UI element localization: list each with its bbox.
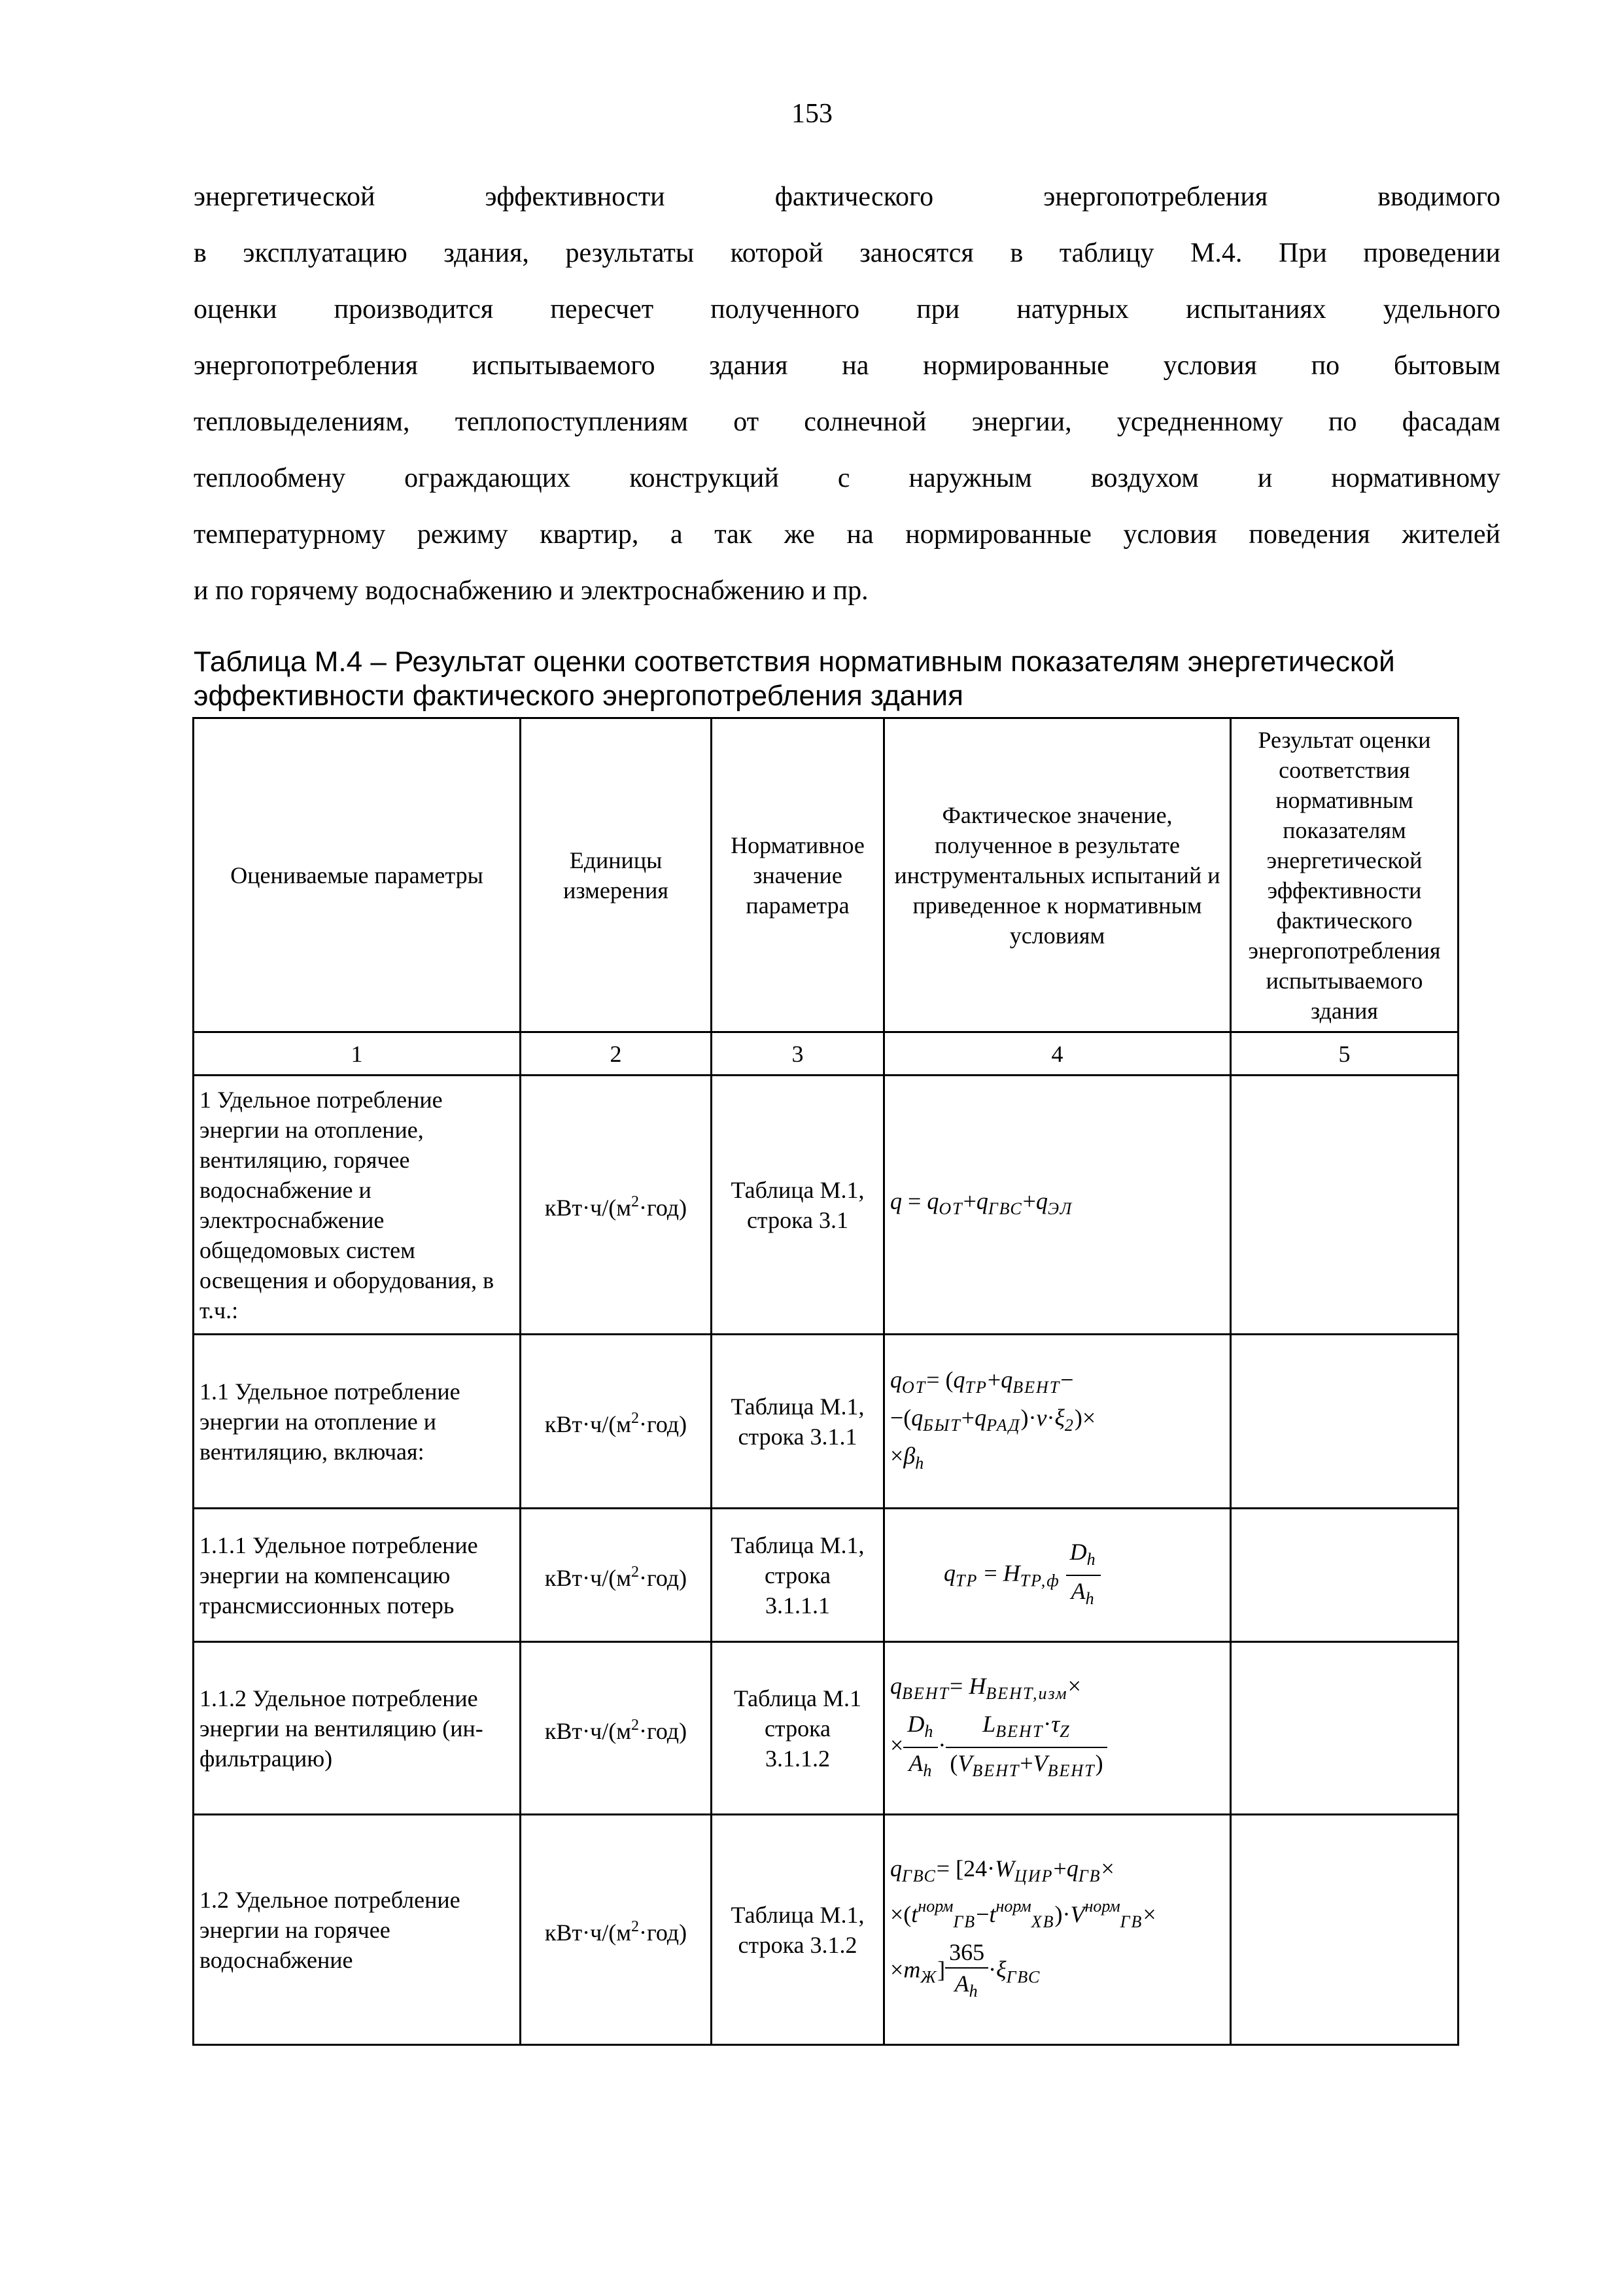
table-row [194, 1335, 1459, 1509]
unit-cell: $кВт\cdot ч/(м^2\cdot год)$ [521, 1642, 712, 1815]
paragraph-line: температурному режиму квартир, а так же на нормированные условия поведения жителей [194, 519, 1500, 550]
paragraph-line: энергетической эффективности фактического энергопотребления вводимого [194, 182, 1500, 212]
header-result: Результат оценки соответствия нормативным показателям энергетической эффективности фактического энергопотребления испытываемого здания [1231, 718, 1459, 1032]
result-cell [1231, 1076, 1459, 1335]
result-cell [1231, 1335, 1459, 1509]
table-row [194, 1076, 1459, 1335]
unit-cell: $кВт\cdot ч/(м^2\cdot год)$ [521, 1335, 712, 1509]
paragraph-line: энергопотребления испытываемого здания на нормированные условия по бытовым [194, 351, 1500, 381]
page-number: 153 [791, 99, 833, 129]
parameter-cell: 1 Удельное потребление энергии на отопление, вентиляцию, горячее водоснабжение и электроснабжение общедомовых систем освещения и оборудования, в т.ч.: [194, 1076, 521, 1335]
formula-cell: $q_{ГВС}= [24\cdot W_{ЦИР}+q_{ГВ}\times$ $\times(t^{норм}_{ГВ}-t^{норм}_{ХВ})\cdot V^{норм}_{ГВ}\times$ $\times m_Ж$] $\frac{365}{A_h}$ $\cdot\xi_{ГВС}$ [884, 1815, 1231, 2045]
header-actual-value: Фактическое значение, полученное в результате инструментальных испытаний и приведенное к нормативным условиям [884, 718, 1231, 1032]
column-number: 1 [194, 1032, 521, 1076]
paragraph-line: теплообмену ограждающих конструкций с наружным воздухом и нормативному [194, 463, 1500, 493]
header-parameters: Оцениваемые параметры [194, 718, 521, 1032]
column-number: 3 [712, 1032, 884, 1076]
table-row [194, 1642, 1459, 1815]
column-number: 2 [521, 1032, 712, 1076]
table-header-row [194, 718, 1459, 1032]
paragraph-line: тепловыделениям, теплопоступлениям от солнечной энергии, усредненному по фасадам [194, 407, 1500, 437]
column-number: 4 [884, 1032, 1231, 1076]
norm-cell: Таблица М.1 строка 3.1.1.2 [712, 1642, 884, 1815]
unit-cell: $кВт\cdot ч/(м^2\cdot год)$ [521, 1509, 712, 1642]
formula-cell: $q_{ОТ}= (q_{ТР}+q_{ВЕНТ}-$ $-(q_{БЫТ}+q_{РАД})\cdot\nu\cdot\xi_2)\times$ $\times\beta_h$ [884, 1335, 1231, 1509]
table-caption-line: Таблица М.4 – Результат оценки соответствия нормативным показателям энергетической [194, 646, 1395, 678]
parameter-cell: 1.1.1 Удельное потребление энергии на компенсацию трансмиссионных потерь [194, 1509, 521, 1642]
formula-cell: $q_{ВЕНТ}= H_{ВЕНТ,изм}\times$ × $\frac{D_h}{A_h}$ · $\frac{L_{ВЕНТ}\cdot\tau_Z}{(V_{ВЕНТ}+V_{ВЕНТ})}$ [884, 1642, 1231, 1815]
result-cell [1231, 1509, 1459, 1642]
table-caption-line: эффективности фактического энергопотребления здания [194, 680, 963, 712]
norm-cell: Таблица М.1, строка 3.1.1 [712, 1335, 884, 1509]
formula-cell: $q_{ТР} = H_{ТР,ф}$ $\frac{D_h}{A_h}$ [884, 1509, 1231, 1642]
header-units: Единицы измерения [521, 718, 712, 1032]
column-number-row [194, 1032, 1459, 1076]
parameter-cell: 1.1.2 Удельное потребление энергии на вентиляцию (ин-фильтрацию) [194, 1642, 521, 1815]
unit-cell: $кВт\cdot ч/(м^2\cdot год)$ [521, 1815, 712, 2045]
table-row [194, 1509, 1459, 1642]
paragraph-line: оценки производится пересчет полученного при натурных испытаниях удельного [194, 294, 1500, 324]
formula-cell: $q = q_{ОТ}+q_{ГВС}+q_{ЭЛ}$ [884, 1076, 1231, 1335]
body-paragraph [194, 169, 1500, 619]
paragraph-line: и по горячему водоснабжению и электроснабжению и пр. [194, 576, 869, 606]
header-norm-value: Нормативное значение параметра [712, 718, 884, 1032]
paragraph-line: в эксплуатацию здания, результаты которой заносятся в таблицу М.4. При проведении [194, 238, 1500, 268]
unit-cell: $кВт\cdot ч/(м^2\cdot год)$ [521, 1076, 712, 1335]
norm-cell: Таблица М.1, строка 3.1.1.1 [712, 1509, 884, 1642]
norm-cell: Таблица М.1, строка 3.1.2 [712, 1815, 884, 2045]
table-caption [194, 645, 1502, 713]
result-cell [1231, 1642, 1459, 1815]
norm-cell: Таблица М.1, строка 3.1 [712, 1076, 884, 1335]
column-number: 5 [1231, 1032, 1459, 1076]
parameter-cell: 1.2 Удельное потребление энергии на горячее водоснабжение [194, 1815, 521, 2045]
parameter-cell: 1.1 Удельное потребление энергии на отопление и вентиляцию, включая: [194, 1335, 521, 1509]
assessment-table [192, 717, 1459, 2046]
table-row [194, 1815, 1459, 2045]
result-cell [1231, 1815, 1459, 2045]
